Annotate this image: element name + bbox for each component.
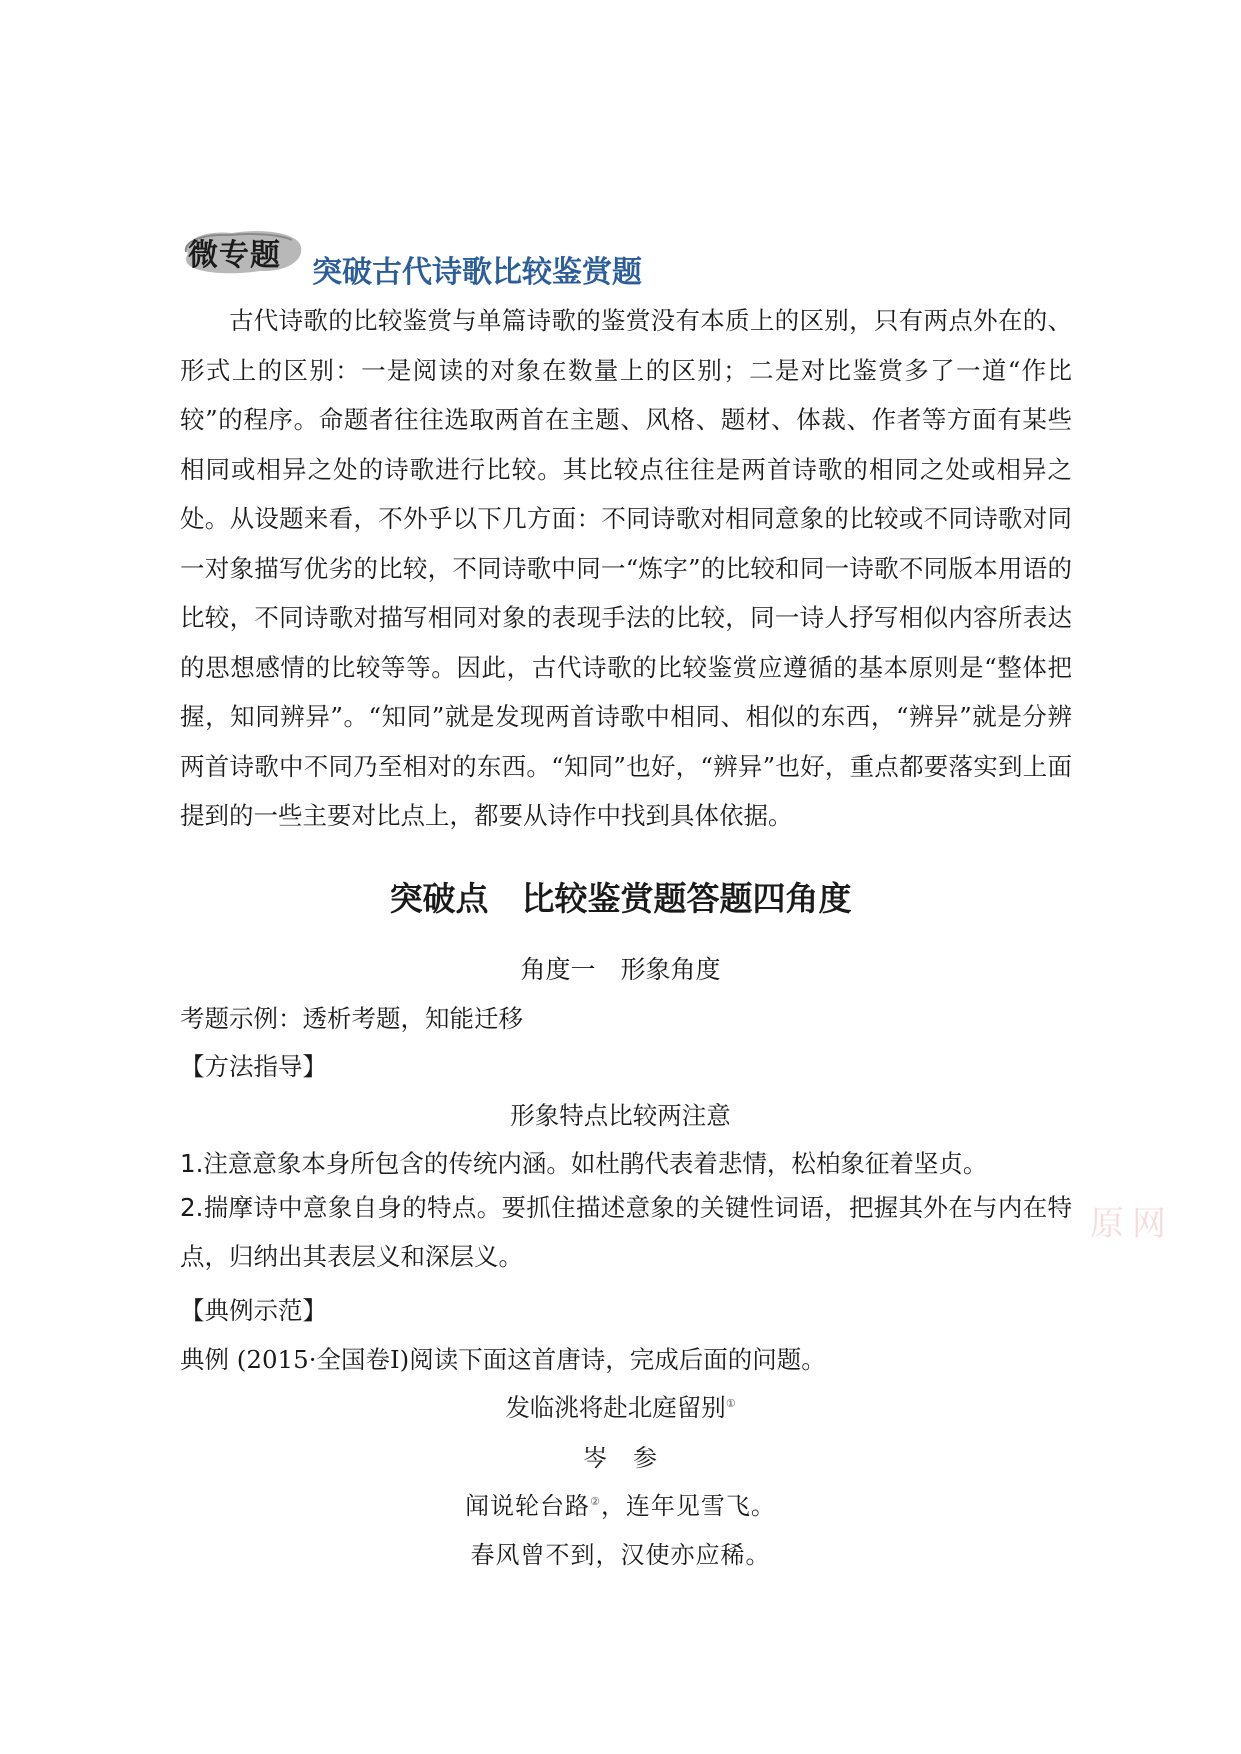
poem-line-1: [0, 1486, 1241, 1521]
watermark: 原网: [1090, 1204, 1174, 1244]
intro-paragraph: [180, 296, 1072, 841]
poem-title-text: 发临洮将赴北庭留别: [505, 1393, 726, 1422]
method-title: 形象特点比较两注意: [510, 1101, 731, 1130]
demo-label: 【典例示范】: [180, 1296, 327, 1325]
angle-heading: 角度一 形象角度: [520, 955, 721, 984]
demo-lead: 典例: [180, 1345, 229, 1374]
poem-title: [0, 1389, 1241, 1424]
point-1-text: 如杜鹃代表着悲情，松柏象征着坚贞。: [570, 1149, 988, 1178]
topic-badge-label: 微专题: [188, 238, 281, 273]
demo-text: 阅读下面这首唐诗，完成后面的问题。: [409, 1345, 826, 1374]
point-2: [180, 1183, 1072, 1281]
poem-line-2: 春风曾不到，汉使亦应稀。: [470, 1541, 771, 1569]
demo-intro: [180, 1341, 826, 1376]
demo-source: (2015·全国卷Ⅰ): [236, 1345, 410, 1374]
topic-title: 突破古代诗歌比较鉴赏题: [312, 255, 642, 290]
poem-line-1b: ，连年见雪飞。: [600, 1492, 776, 1520]
intro-text: 古代诗歌的比较鉴赏与单篇诗歌的鉴赏没有本质上的区别，只有两点外在的、形式上的区别：一是阅读的对象在数量上的区别；二是对比鉴赏多了一道“作比较”的程序。命题者往往选取两首在主题、风格、题材、体裁、作者等方面有某些相同或相异之处的诗歌进行比较。其比较点往往是两首诗歌的相同之处或相异之处。从设题来看，不外乎以下几方面：不同诗歌对相同意象的比较或不同诗歌对同一对象描写优劣的比较，不同诗歌中同一“炼字”的比较和同一诗歌不同版本用语的比较，不同诗歌对描写相同对象的表现手法的比较，同一诗人抒写相似内容所表达的思想感情的比较等等。因此，古代诗歌的比较鉴赏应遵循的基本原则是“整体把握，知同辨异”。“知同”就是发现两首诗歌中相同、相似的东西，“辨异”就是分辨两首诗歌中不同乃至相对的东西。“知同”也好，“辨异”也好，重点都要落实到上面提到的一些主要对比点上，都要从诗作中找到具体依据。: [180, 306, 1072, 830]
point-2-text: 要抓住描述意象的关键性词语，把握其外在与内在特点，归纳出其表层义和深层义。: [180, 1193, 1073, 1271]
example-label: 考题示例：透析考题，知能迁移: [180, 1004, 523, 1033]
point-1: [180, 1145, 987, 1180]
poem-title-note: ①: [725, 1396, 736, 1410]
point-2-lead: 2.揣摩诗中意象自身的特点。: [180, 1193, 502, 1222]
section-heading: 突破点 比较鉴赏题答题四角度: [389, 879, 852, 918]
poem-author: 岑 参: [583, 1444, 658, 1472]
poem-line-1-note: ②: [590, 1495, 601, 1508]
point-1-lead: 1.注意意象本身所包含的传统内涵。: [180, 1149, 571, 1178]
poem-line-1a: 闻说轮台路: [465, 1492, 591, 1520]
method-label: 【方法指导】: [180, 1052, 327, 1081]
